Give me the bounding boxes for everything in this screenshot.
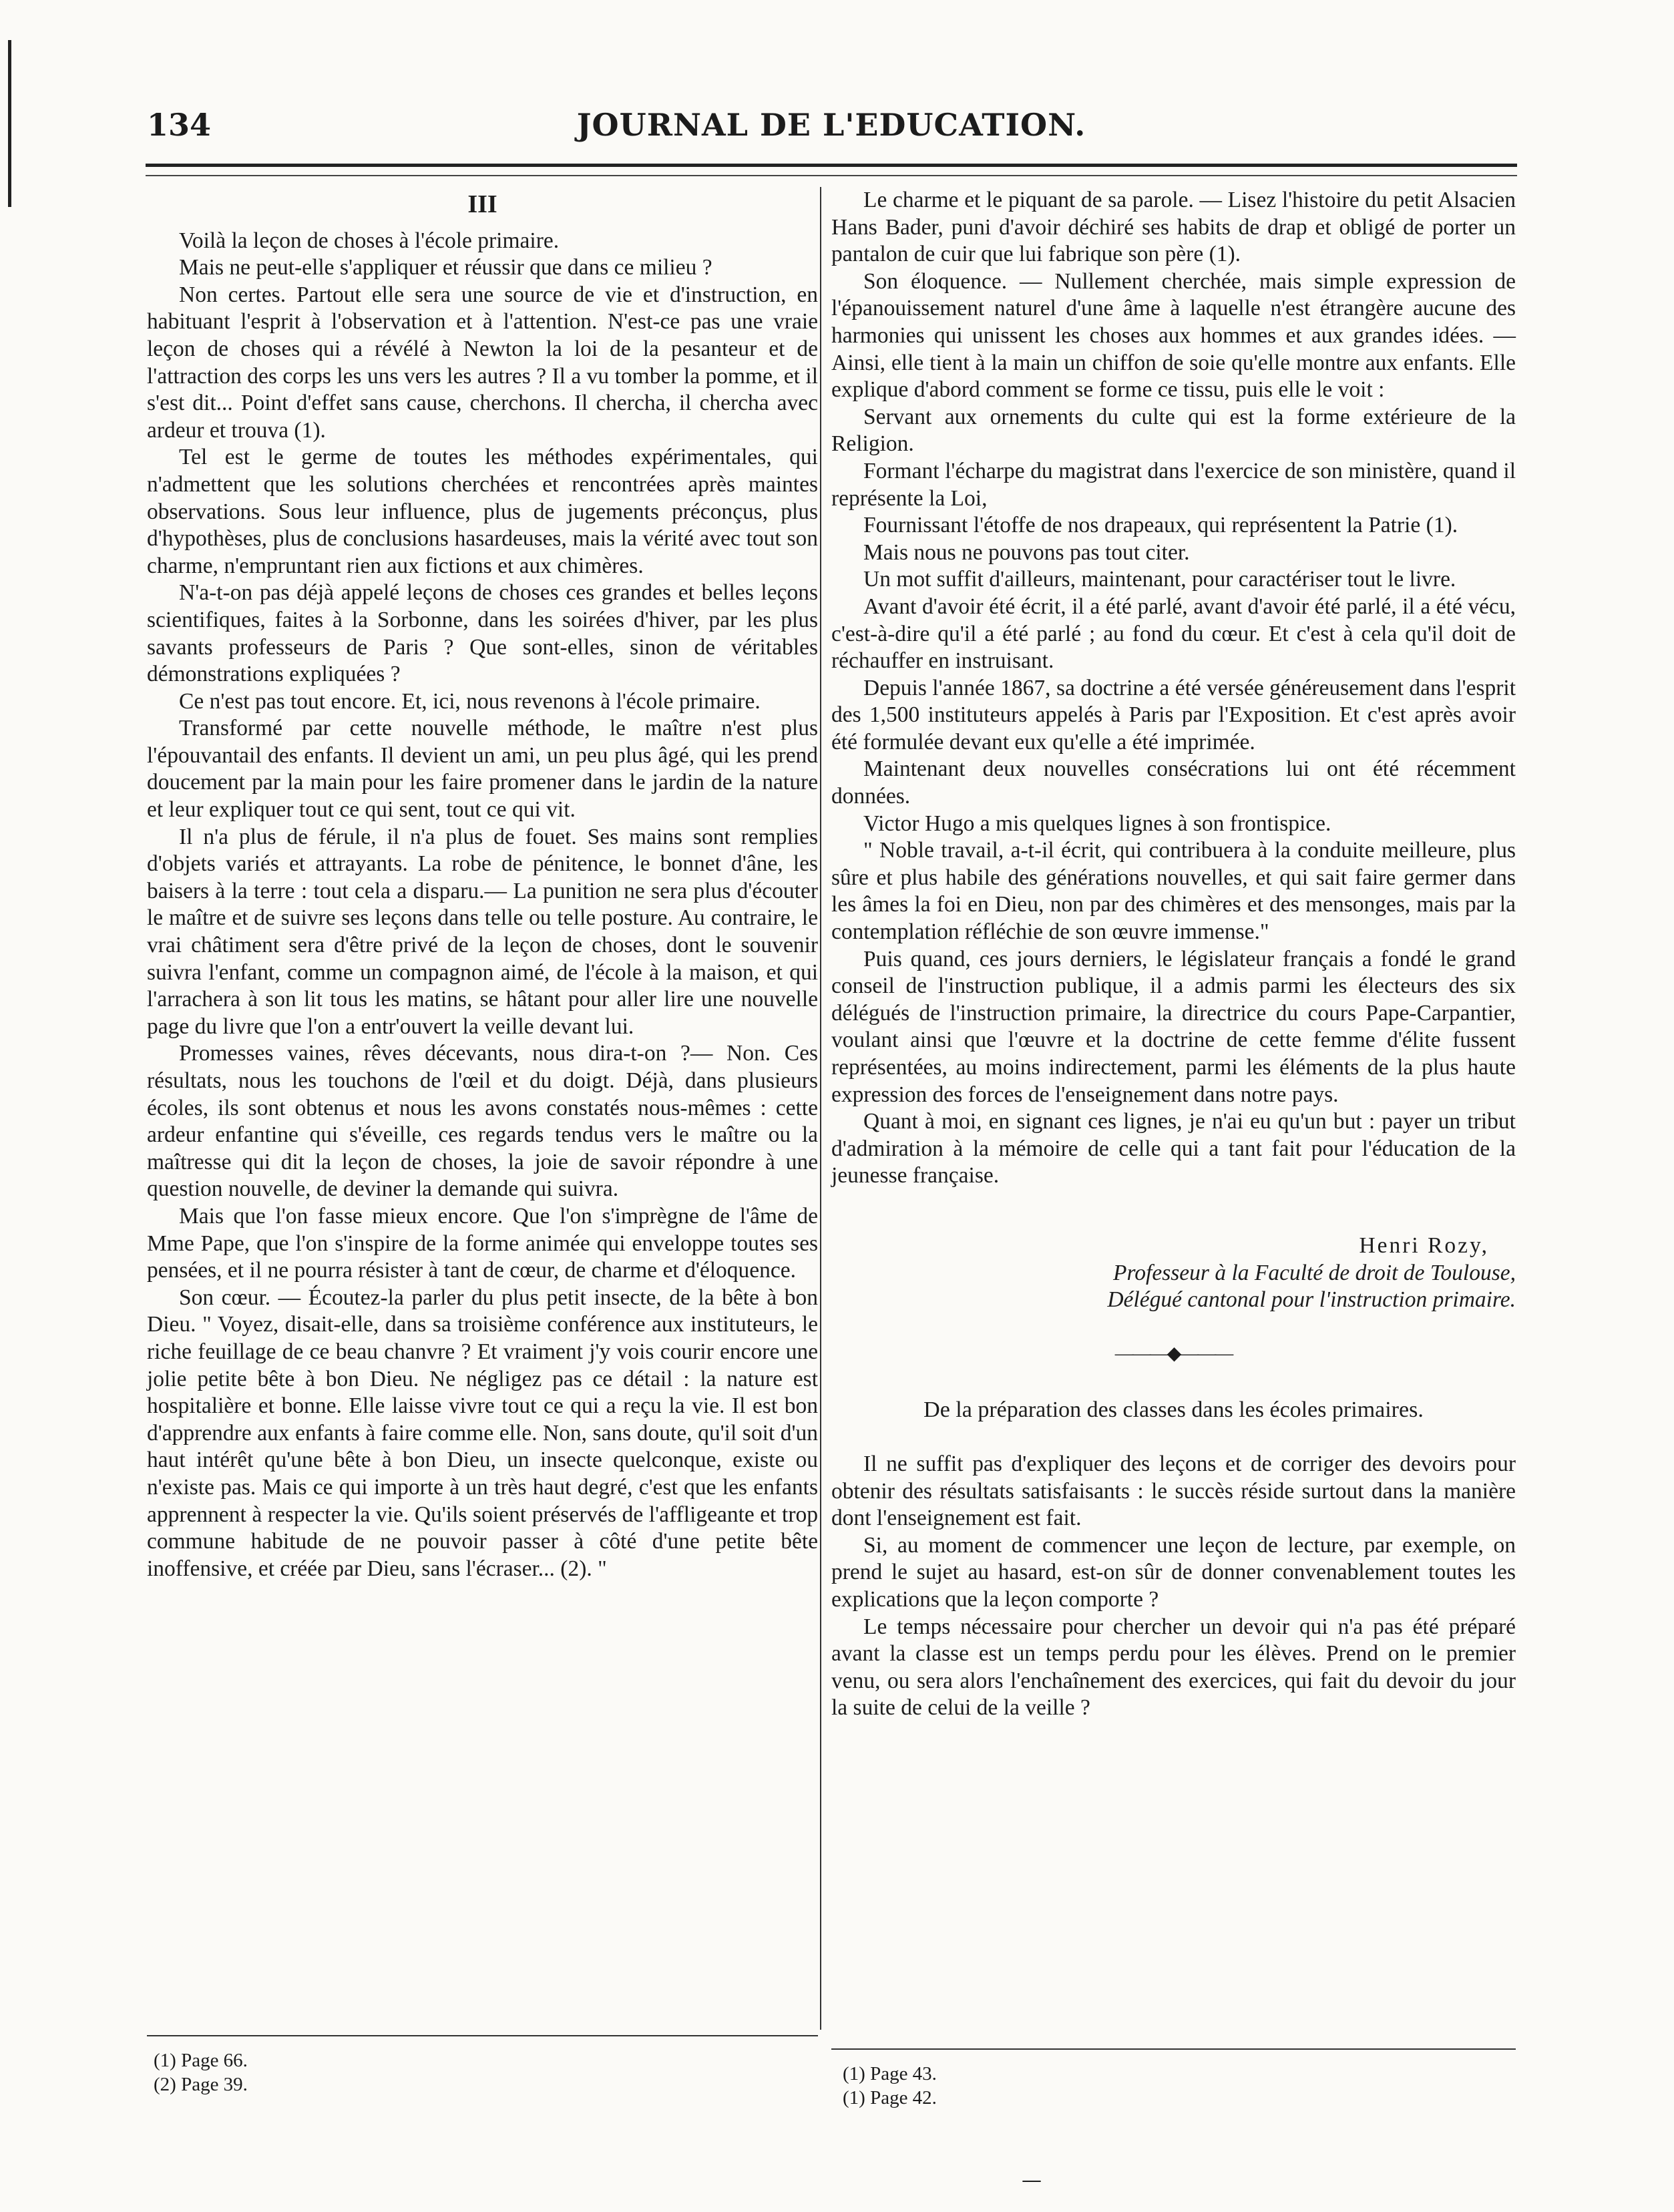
paragraph: Son éloquence. — Nullement cherchée, mais simple expression de l'épanouissement naturel d'une âme à laquelle n'est étrangère aucune des harmonies qui unissent les choses aux hommes et aux grandes idées. — Ainsi, elle tient à la main un chiffon de soie qu'elle montre aux enfants. Elle explique d'abord comment se forme ce tissu, puis elle le voit : — [831, 268, 1516, 403]
paragraph: Si, au moment de commencer une leçon de lecture, par exemple, on prend le sujet au hasard, est-on sûr de donner convenablement toutes les explications que la leçon comporte ? — [831, 1532, 1516, 1612]
paragraph: Fournissant l'étoffe de nos drapeaux, qui représentent la Patrie (1). — [863, 513, 1458, 538]
left-column — [147, 187, 818, 1582]
author-role: Délégué cantonal pour l'instruction primaire. — [1107, 1287, 1516, 1313]
paragraph: Maintenant deux nouvelles consécrations lui ont été récemment données. — [831, 756, 1516, 809]
paragraph: N'a-t-on pas déjà appelé leçons de choses ces grandes et belles leçons scientifiques, faites à la Sorbonne, dans les soirées d'hiver, par les plus savants professeurs de Paris ? Que sont-elles, sinon de véritables démonstrations expliquées ? — [147, 580, 818, 687]
footnotes-right — [843, 2062, 937, 2110]
margin-rule — [8, 40, 11, 207]
author-title: Professeur à la Faculté de droit de Toulouse, — [1113, 1260, 1516, 1285]
footnote: (1) Page 42. — [843, 2087, 937, 2109]
paragraph: Formant l'écharpe du magistrat dans l'exercice de son ministère, quand il représente la Loi, — [831, 458, 1516, 511]
paragraph: Son cœur. — Écoutez-la parler du plus petit insecte, de la bête à bon Dieu. " Voyez, disait-elle, dans sa troisième conférence aux instituteurs, le riche feuillage de ce beau chanvre ? Et vraiment j'y vois courir encore une jolie petite bête à bon Dieu. Ne négligez pas ce détail : la nature est hospitalière et bonne. Elle laisse vivre tout ce qui a reçu la vie. Il est bon d'apprendre aux enfants à faire comme elle. Non, sans doute, qu'il soit d'un haut intérêt qu'une bête à bon Dieu, un insecte quelconque, existe ou n'existe pas. Mais ce qui importe à un très haut degré, c'est que les enfants apprennent à respecter la vie. Qu'ils soient préservés de l'affligeante et trop commune habitude de ne pouvoir passer à côté d'une petite bête inoffensive, et créée par Dieu, sans l'écraser... (2). " — [147, 1285, 818, 1581]
header-rule-thin — [146, 175, 1517, 176]
printer-mark: — — [1022, 2169, 1042, 2192]
paragraph: Transformé par cette nouvelle méthode, le maître n'est plus l'épouvantail des enfants. Il devient un ami, un peu plus âgé, qui les prend doucement par la main pour les faire promener dans le jardin de la nature et leur expliquer tout ce qui sent, tout ce qui vit. — [147, 716, 818, 823]
right-column — [831, 187, 1516, 1722]
footnote: (1) Page 66. — [154, 2050, 248, 2071]
paragraph: Un mot suffit d'ailleurs, maintenant, pour caractériser tout le livre. — [863, 567, 1456, 592]
page-header — [147, 107, 1516, 154]
paragraph: Il ne suffit pas d'expliquer des leçons et de corriger des devoirs pour obtenir des résultats satisfaisants : le succès réside surtout dans la manière dont l'enseignement est fait. — [831, 1451, 1516, 1531]
paragraph: Mais nous ne pouvons pas tout citer. — [863, 539, 1190, 565]
paragraph: Non certes. Partout elle sera une source de vie et d'instruction, en habituant l'esprit à l'observation et à l'attention. N'est-ce pas une vraie leçon de choses qui a révélé à Newton la loi de la pesanteur et de l'attraction des corps les uns vers les autres ? Il a vu tomber la pomme, et il s'est dit... Point d'effet sans cause, cherchons. Il chercha, il chercha avec ardeur et trouva (1). — [147, 282, 818, 443]
page-number: 134 — [147, 107, 212, 143]
section-number: III — [467, 190, 497, 218]
paragraph: Le temps nécessaire pour chercher un devoir qui n'a pas été préparé avant la classe est un temps perdu pour les élèves. Prend on le premier venu, ou sera alors l'enchaînement des exercices, qui fait du devoir du jour la suite de celui de la veille ? — [831, 1614, 1516, 1721]
footnotes-left — [154, 2048, 248, 2096]
footnote-rule — [831, 2048, 1516, 2050]
paragraph: Le charme et le piquant de sa parole. — Lisez l'histoire du petit Alsacien Hans Bader, puni d'avoir déchiré ses habits de drap et obligé de porter un pantalon de cuir que lui fabrique son père (1). — [831, 188, 1516, 267]
paragraph: Ce n'est pas tout encore. Et, ici, nous revenons à l'école primaire. — [179, 688, 761, 714]
paragraph: Promesses vaines, rêves décevants, nous dira-t-on ?— Non. Ces résultats, nous les touchons de l'œil et du doigt. Déjà, dans plusieurs écoles, ils sont obtenus et nous les avons constatés nous-mêmes : cette ardeur enfantine qui s'éveille, ces regards tendus vers le maître ou la maîtresse qui dit la leçon de choses, la joie de savoir répondre à une question nouvelle, de deviner la demande qui suivra. — [147, 1041, 818, 1202]
footnote-rule — [147, 2035, 818, 2036]
paragraph: Puis quand, ces jours derniers, le législateur français a fondé le grand conseil de l'instruction publique, il a admis parmi les électeurs des six délégués de l'instruction primaire, la directrice du cours Pape-Carpantier, voulant ainsi que l'œuvre et la doctrine de cette femme d'élite fussent représentées, au moins indirectement, parmi les éléments de la plus haute expression des forces de l'enseignement dans notre pays. — [831, 946, 1516, 1107]
paragraph: " Noble travail, a-t-il écrit, qui contribuera à la conduite meilleure, plus sûre et plus habile des générations nouvelles, et qui sait faire germer dans les âmes la foi en Dieu, non par des chimères et des mensonges, mais par la contemplation réfléchie de son œuvre immense." — [831, 838, 1516, 945]
section-ornament: ———◆——— — [1114, 1343, 1233, 1364]
paragraph: Mais ne peut-elle s'appliquer et réussir que dans ce milieu ? — [179, 255, 712, 280]
paragraph: Mais que l'on fasse mieux encore. Que l'on s'imprègne de l'âme de Mme Pape, que l'on s'inspire de la forme animée qui enveloppe toutes ses pensées, et il ne pourra résister à tant de cœur, de charme et d'éloquence. — [147, 1203, 818, 1283]
article-title: De la préparation des classes dans les écoles primaires. — [923, 1397, 1424, 1423]
column-divider — [820, 187, 821, 2030]
footnote: (2) Page 39. — [154, 2074, 248, 2095]
running-title: JOURNAL DE L'EDUCATION. — [576, 107, 1086, 143]
paragraph: Quant à moi, en signant ces lignes, je n'ai eu qu'un but : payer un tribut d'admiration à la mémoire de celle qui a tant fait pour l'éducation de la jeunesse française. — [831, 1109, 1516, 1188]
author-signature: Henri Rozy, — [1359, 1233, 1489, 1258]
paragraph: Tel est le germe de toutes les méthodes expérimentales, qui n'admettent que les solutions cherchées et rencontrées après maintes observations. Sous leur influence, plus de jugements préconçus, plus d'hypothèses, plus de conclusions hasardeuses, mais la vérité avec tout son charme, n'empruntant rien aux fictions et aux chimères. — [147, 445, 818, 578]
paragraph: Depuis l'année 1867, sa doctrine a été versée généreusement dans l'esprit des 1,500 instituteurs appelés à Paris par l'Exposition. Et c'est après avoir été formulée devant eux qu'elle a été imprimée. — [831, 675, 1516, 754]
paragraph: Servant aux ornements du culte qui est la forme extérieure de la Religion. — [831, 404, 1516, 457]
footnote: (1) Page 43. — [843, 2063, 937, 2084]
paragraph: Voilà la leçon de choses à l'école primaire. — [179, 228, 560, 253]
paragraph: Victor Hugo a mis quelques lignes à son frontispice. — [863, 811, 1331, 836]
paragraph: Avant d'avoir été écrit, il a été parlé, avant d'avoir été parlé, il a été vécu, c'est-à-dire qu'il a été parlé ; au fond du cœur. Et c'est à cela qu'il doit de réchauffer en instruisant. — [831, 594, 1516, 674]
header-rule-thick — [146, 164, 1517, 167]
paragraph: Il n'a plus de férule, il n'a plus de fouet. Ses mains sont remplies d'objets variés et attrayants. La robe de pénitence, le bonnet d'âne, les baisers à la terre : tout cela a disparu.— La punition ne sera plus d'écouter le maître et de suivre ses leçons dans telle ou telle posture. Au contraire, le vrai châtiment sera d'être privé de la leçon de choses, dont le souvenir suivra l'enfant, comme un compagnon aimé, de l'école à la maison, et qui l'arrachera à son lit tous les matins, se hâtant pour aller lire une nouvelle page du livre que l'on a entr'ouvert la veille devant lui. — [147, 824, 818, 1039]
